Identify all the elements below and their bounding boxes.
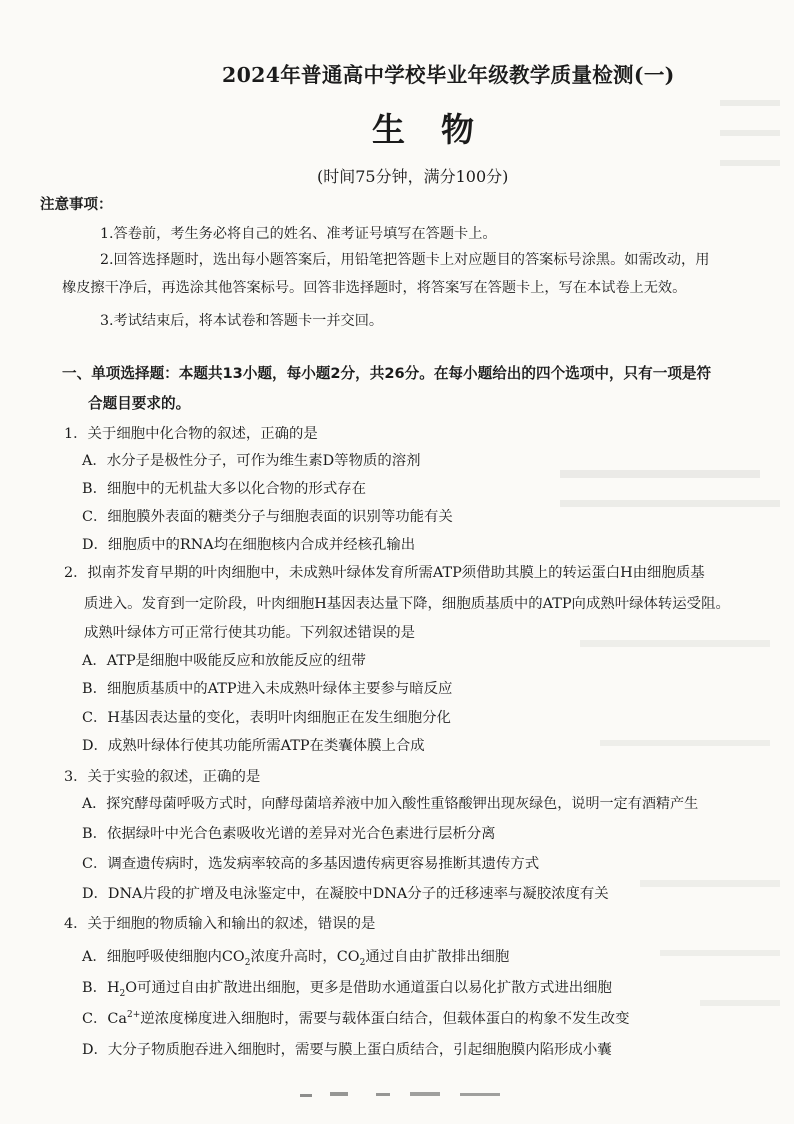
question-2-stem-line-1: 2．拟南芥发育早期的叶肉细胞中，未成熟叶绿体发育所需ATP须借助其膜上的转运蛋白H由细胞质基 <box>64 565 705 581</box>
question-2-stem-line-3: 成熟叶绿体方可正常行使其功能。下列叙述错误的是 <box>84 625 415 641</box>
subject-title: 生物 <box>372 110 510 149</box>
question-3-stem: 3．关于实验的叙述，正确的是 <box>64 769 261 785</box>
section-1-heading-continued: 合题目要求的。 <box>88 395 191 412</box>
notice-item-1: 1.答卷前，考生务必将自己的姓名、准考证号填写在答题卡上。 <box>100 226 497 242</box>
question-3-option-b: B．依据绿叶中光合色素吸收光谱的差异对光合色素进行层析分离 <box>82 826 496 842</box>
question-1-option-c: C．细胞膜外表面的糖类分子与细胞表面的识别等功能有关 <box>82 509 453 525</box>
question-3-option-d: D．DNA片段的扩增及电泳鉴定中，在凝胶中DNA分子的迁移速率与凝胶浓度有关 <box>82 886 609 902</box>
notice-item-2: 2.回答选择题时，选出每小题答案后，用铅笔把答题卡上对应题目的答案标号涂黑。如需改动，用 <box>100 252 710 268</box>
question-3-option-a: A．探究酵母菌呼吸方式时，向酵母菌培养液中加入酸性重铬酸钾出现灰绿色，说明一定有酒精产生 <box>82 796 699 812</box>
notice-item-2-continued: 橡皮擦干净后，再选涂其他答案标号。回答非选择题时，将答案写在答题卡上，写在本试卷上无效。 <box>62 280 687 296</box>
question-4-option-a: A．细胞呼吸使细胞内$CO_2$浓度升高时，$CO_2$通过自由扩散排出细胞 <box>82 949 510 968</box>
question-1-option-b: B．细胞中的无机盐大多以化合物的形式存在 <box>82 481 366 497</box>
question-2-option-a: A．ATP是细胞中吸能反应和放能反应的纽带 <box>82 653 366 669</box>
question-1-stem: 1．关于细胞中化合物的叙述，正确的是 <box>64 426 318 442</box>
notice-item-3: 3.考试结束后，将本试卷和答题卡一并交回。 <box>100 313 384 329</box>
question-4-option-c: C．$Ca^{2+}$逆浓度梯度进入细胞时，需要与载体蛋白结合，但载体蛋白的构象不发生改变 <box>82 1010 630 1027</box>
time-and-score-note: (时间75分钟，满分100分) <box>317 167 509 186</box>
question-2-option-c: C．H基因表达量的变化，表明叶肉细胞正在发生细胞分化 <box>82 710 451 726</box>
question-2-option-d: D．成熟叶绿体行使其功能所需ATP在类囊体膜上合成 <box>82 738 425 754</box>
question-4-option-b: B．$H_2O$可通过自由扩散进出细胞，更多是借助水通道蛋白以易化扩散方式进出细胞 <box>82 980 612 999</box>
section-1-heading: 一、单项选择题：本题共13小题，每小题2分，共26分。在每小题给出的四个选项中，只有一项是符 <box>62 365 712 382</box>
question-3-option-c: C．调查遗传病时，选发病率较高的多基因遗传病更容易推断其遗传方式 <box>82 856 540 872</box>
question-2-stem-line-2: 质进入。发育到一定阶段，叶肉细胞H基因表达量下降，细胞质基质中的ATP向成熟叶绿体转运受阻。 <box>84 596 730 612</box>
question-1-option-a: A．水分子是极性分子，可作为维生素D等物质的溶剂 <box>82 453 421 469</box>
question-1-option-d: D．细胞质中的RNA均在细胞核内合成并经核孔输出 <box>82 537 416 553</box>
question-4-option-d: D．大分子物质胞吞进入细胞时，需要与膜上蛋白质结合，引起细胞膜内陷形成小囊 <box>82 1042 612 1058</box>
exam-title: 2024年普通高中学校毕业年级教学质量检测(一) <box>222 63 675 87</box>
question-2-option-b: B．细胞质基质中的ATP进入未成熟叶绿体主要参与暗反应 <box>82 681 453 697</box>
notice-heading: 注意事项： <box>40 197 113 213</box>
question-4-stem: 4．关于细胞的物质输入和输出的叙述，错误的是 <box>64 916 376 932</box>
